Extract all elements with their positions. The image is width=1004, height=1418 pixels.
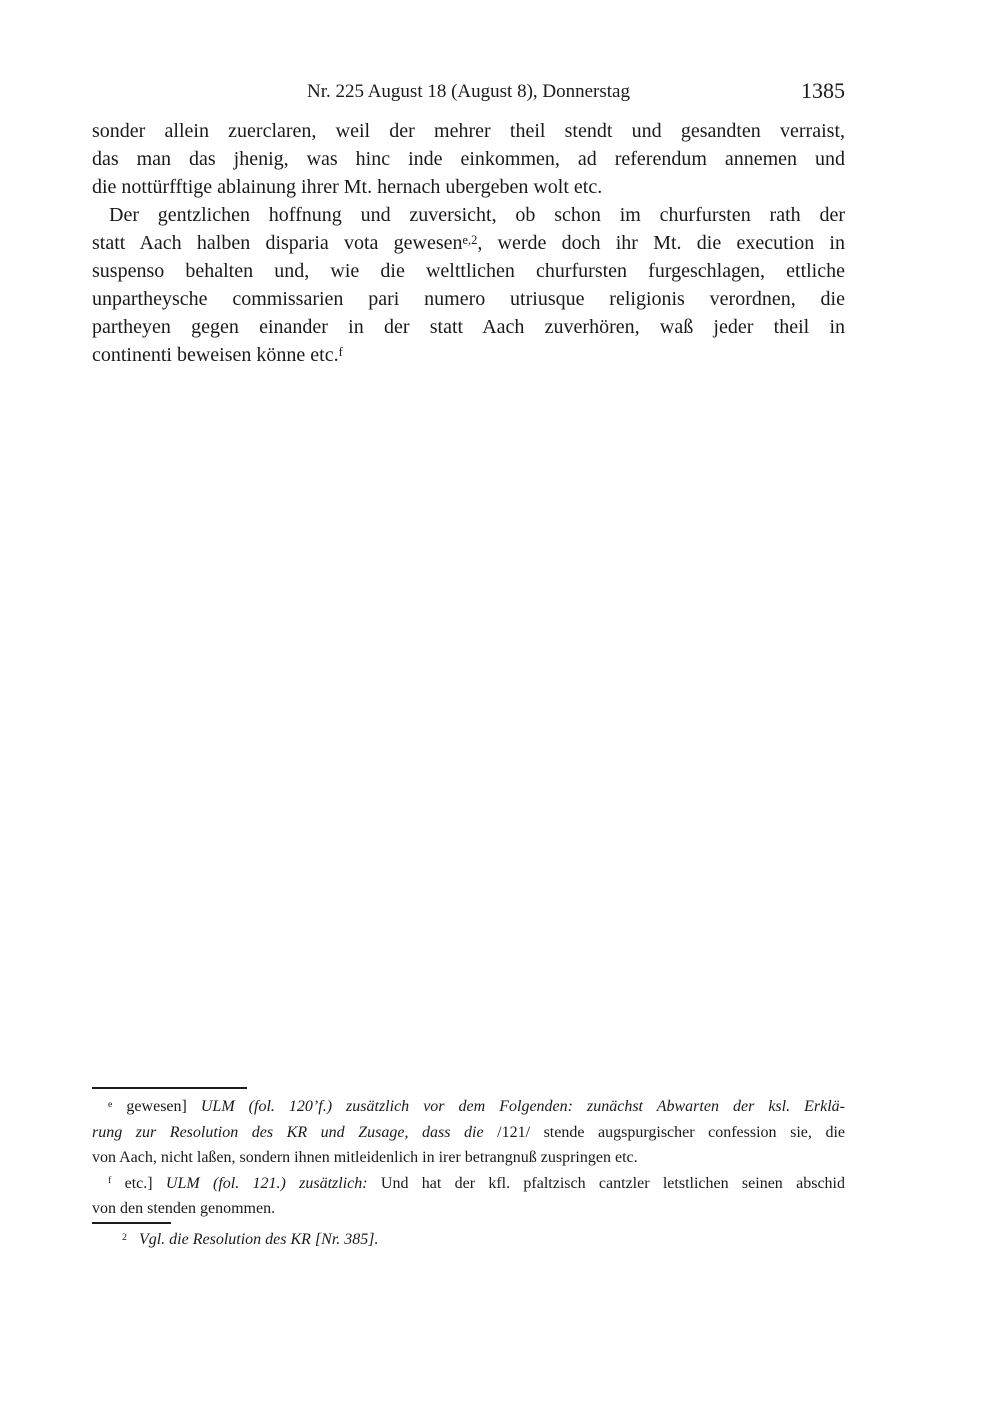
text-segment: rung zur Resolution des KR und Zusage, dass die [92, 1123, 498, 1141]
text-segment: Und hat der kfl. pfaltzisch cantzler letstlichen seinen abschid [380, 1174, 845, 1192]
text-line [92, 1171, 845, 1197]
numbered-footnote-separator-rule [92, 1222, 171, 1224]
text-line [92, 229, 845, 257]
footnote-marker: e,2 [462, 232, 478, 247]
text-segment: von Aach, nicht laßen, sondern ihnen mitleidenlich in irer betrangnuß zuspringen etc. [92, 1149, 638, 1166]
running-header-title: Nr. 225 August 18 (August 8), Donnerstag [307, 81, 630, 102]
footnote-2 [92, 1227, 845, 1253]
footnote-marker: 2 [122, 1231, 127, 1243]
text-segment: partheyen gegen einander in der statt Aach zuverhören, waß jeder theil in [92, 316, 845, 338]
paragraph [92, 117, 845, 201]
text-line [92, 117, 845, 145]
text-line [92, 173, 845, 201]
apparatus-footnotes [92, 1094, 845, 1222]
paragraph [92, 201, 845, 369]
text-segment: Der gentzlichen hoffnung und zuversicht, ob schon im churfursten rath der [109, 204, 845, 226]
body-text [92, 117, 845, 369]
page-number: 1385 [801, 78, 845, 103]
text-segment: statt Aach halben disparia vota gewesen [92, 232, 463, 254]
footnote-marker: f [338, 344, 343, 359]
text-segment: gewesen] [112, 1098, 201, 1115]
footnote-separator-rule [92, 1087, 247, 1089]
text-line [92, 201, 845, 229]
numbered-footnotes [92, 1227, 845, 1253]
footnote-marker: e [108, 1098, 113, 1110]
text-segment: von den stenden genommen. [92, 1200, 276, 1217]
text-segment: die nottürfftige ablainung ihrer Mt. hernach ubergeben wolt etc. [92, 176, 603, 198]
text-segment: sonder allein zuerclaren, weil der mehrer theil stendt und gesandten verraist, [92, 120, 845, 142]
text-line [92, 1145, 845, 1171]
text-segment: Vgl. die Resolution des KR [Nr. 385]. [138, 1231, 379, 1248]
running-header [92, 79, 845, 105]
text-line [92, 1227, 845, 1253]
footnote-marker: f [108, 1175, 112, 1187]
text-line [92, 1094, 845, 1120]
text-line [92, 257, 845, 285]
text-segment: ULM (fol. 120’f.) zusätzlich vor dem Folgenden: zunächst Abwarten der ksl. Erklä- [200, 1098, 845, 1115]
text-line [92, 313, 845, 341]
text-line [92, 285, 845, 313]
footnote-f [92, 1171, 845, 1222]
text-segment: /121/ stende augspurgischer confession sie, die [497, 1123, 845, 1141]
text-segment: , werde doch ihr Mt. die execution in [477, 232, 845, 254]
text-line [92, 341, 845, 369]
text-line [92, 1196, 845, 1222]
text-segment: ULM (fol. 121.) zusätzlich: [165, 1174, 381, 1192]
text-segment: suspenso behalten und, wie die welttlichen churfursten furgeschlagen, ettliche [92, 260, 845, 282]
text-segment: etc.] [111, 1174, 166, 1192]
footnote-e [92, 1094, 845, 1171]
text-line [92, 145, 845, 173]
text-segment [127, 1231, 139, 1248]
text-segment: continenti beweisen könne etc. [92, 344, 339, 366]
text-segment: unpartheysche commissarien pari numero utriusque religionis verordnen, die [92, 288, 845, 310]
text-line [92, 1120, 845, 1146]
text-segment: das man das jhenig, was hinc inde einkommen, ad referendum annemen und [92, 148, 845, 170]
